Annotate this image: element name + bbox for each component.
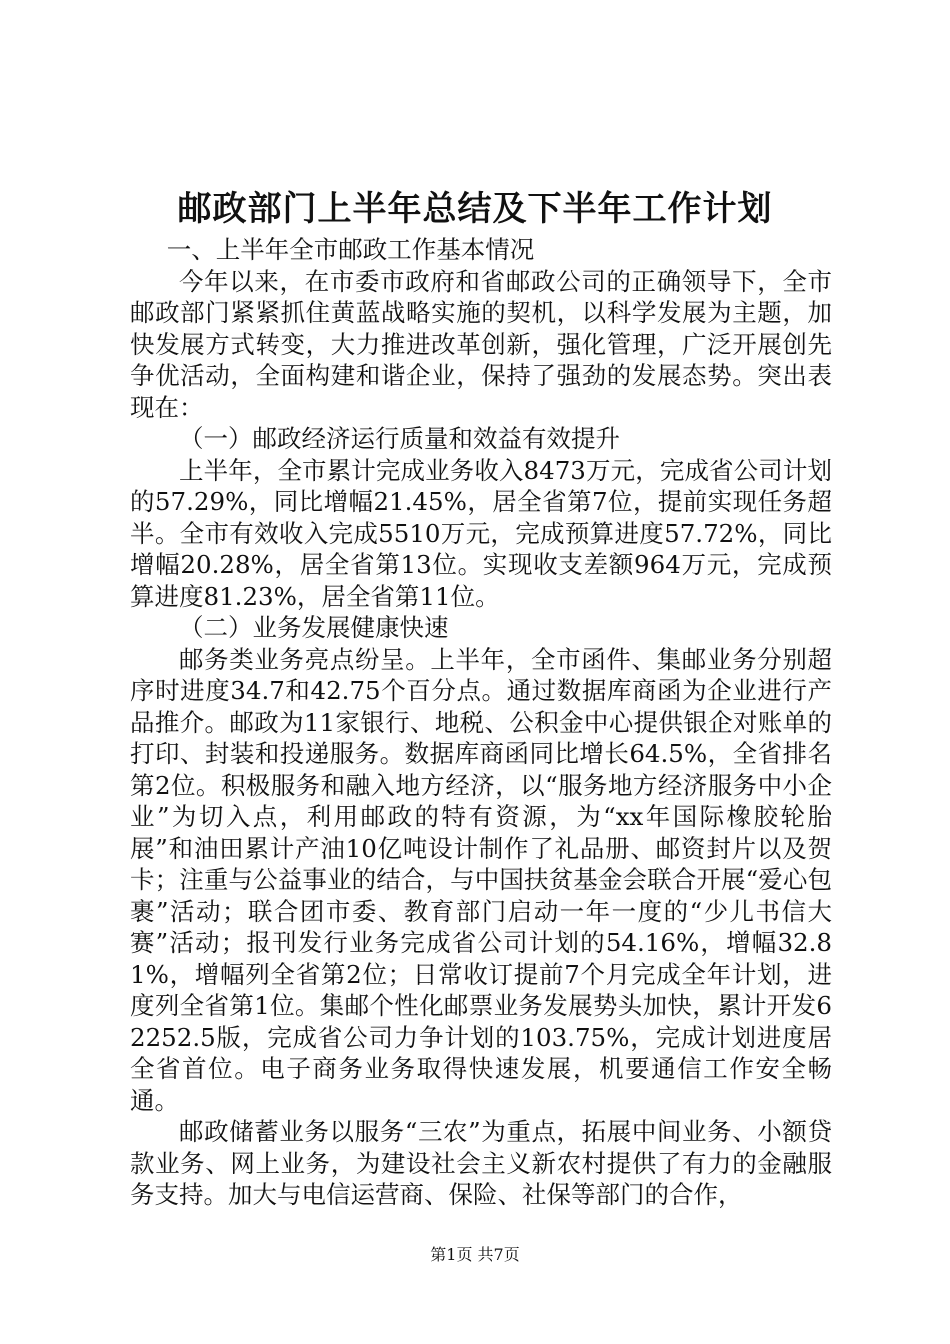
subsection-heading: （二）业务发展健康快速: [179, 613, 449, 642]
paragraph: 邮务类业务亮点纷呈。上半年，全市函件、集邮业务分别超序时进度34.7和42.75个百分点。通过数据库商函为企业进行产品推介。邮政为11家银行、地税、公积金中心提供银企对账单的打印、封装和投递服务。数据库商函同比增长64.5%，全省排名第2位。积极服务和融入地方经济，以“服务地方经济服务中小企业”为切入点，利用邮政的特有资源，为“xx年国际橡胶轮胎展”和油田累计产油10亿吨设计制作了礼品册、邮资封片以及贺卡；注重与公益事业的结合，与中国扶贫基金会联合开展“爱心包裹”活动；联合团市委、教育部门启动一年一度的“少儿书信大赛”活动；报刊发行业务完成省公司计划的54.16%，增幅32.81%，增幅列全省第2位；日常收订提前7个月完成全年计划，进度列全省第1位。集邮个性化邮票业务发展势头加快，累计开发62252.5版，完成省公司力争计划的103.75%，完成计划进度居全省首位。电子商务业务取得快速发展，机要通信工作安全畅通。: [130, 644, 832, 1115]
section-heading: 一、上半年全市邮政工作基本情况: [166, 235, 535, 264]
document-title: 邮政部门上半年总结及下半年工作计划: [177, 189, 773, 229]
subsection-heading: （一）邮政经济运行质量和效益有效提升: [179, 424, 620, 453]
document-body: [130, 234, 832, 1211]
paragraph-intro: 今年以来，在市委市政府和省邮政公司的正确领导下，全市邮政部门紧紧抓住黄蓝战略实施的契机，以科学发展为主题，加快发展方式转变，大力推进改革创新，强化管理，广泛开展创先争优活动，全面构建和谐企业，保持了强劲的发展态势。突出表现在：: [130, 266, 832, 422]
paragraph: 邮政储蓄业务以服务“三农”为重点，拓展中间业务、小额贷款业务、网上业务，为建设社会主义新农村提供了有力的金融服务支持。加大与电信运营商、保险、社保等部门的合作，: [130, 1117, 832, 1209]
paragraph: 上半年，全市累计完成业务收入8473万元，完成省公司计划的57.29%，同比增幅21.45%，居全省第7位，提前实现任务超半。全市有效收入完成5510万元，完成预算进度57.72%，同比增幅20.28%，居全省第13位。实现收支差额964万元，完成预算进度81.23%，居全省第11位。: [130, 455, 832, 611]
page-number: 第1页 共7页: [430, 1245, 520, 1264]
